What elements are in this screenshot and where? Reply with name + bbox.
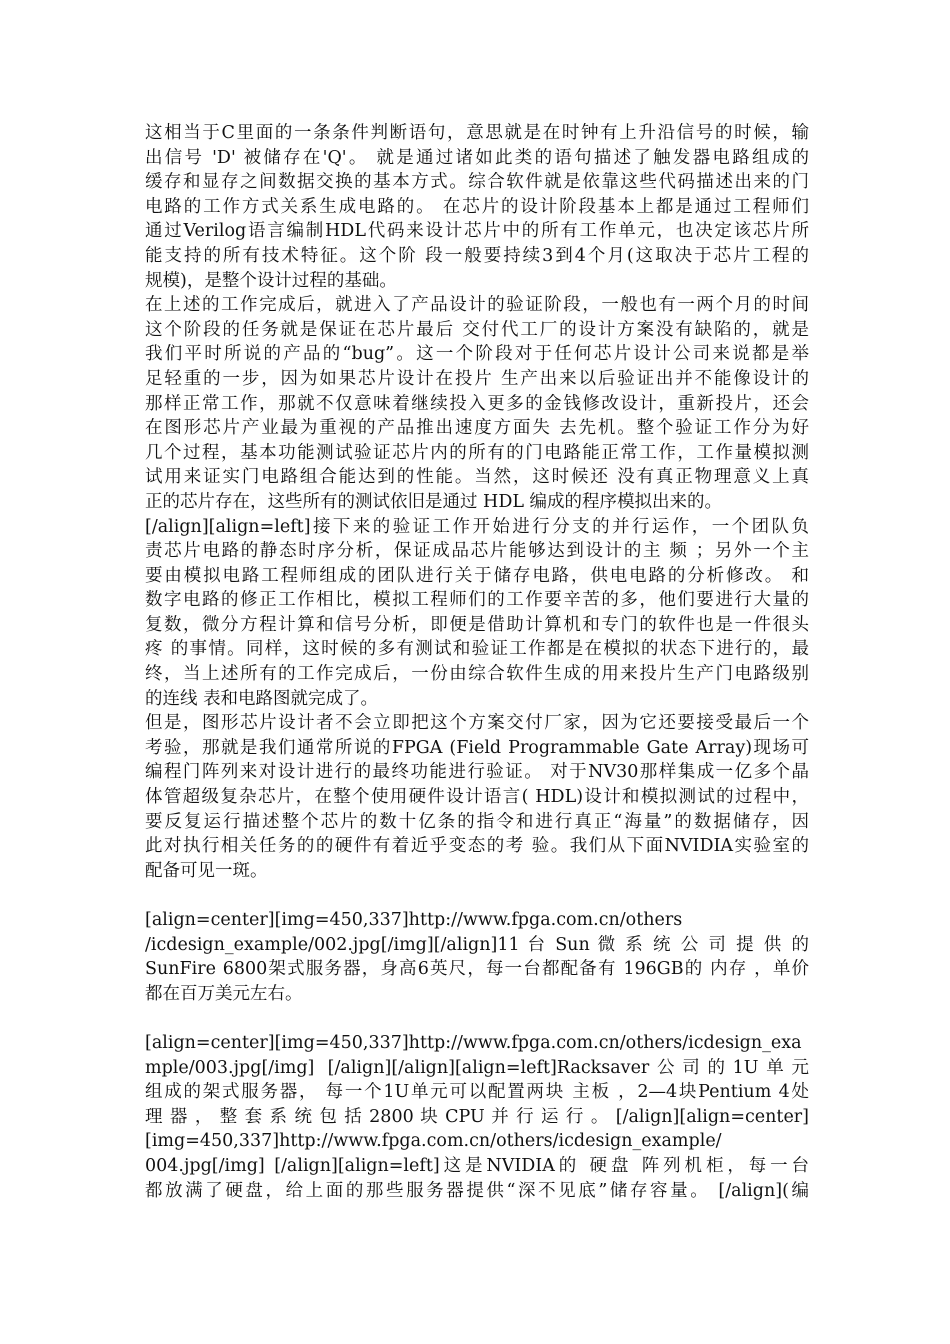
text-line: [align=center][img=450,337]http://www.fpga.com.cn/others [145,910,683,930]
text-line: mple/003.jpg[/img] [/align][/align][align=left]Racksaver公司的1U单元 [145,1057,809,1078]
text-line: SunFire 6800架式服务器，身高6英尺，每一台都配备有 196GB的 内存 ，单价 [145,959,809,980]
text-line: 配备可见一斑。 [145,860,268,881]
text-line: 都在百万美元左右。 [145,983,303,1004]
text-line: 的连线 表和电路图就完成了。 [145,688,379,709]
text-line: [/align][align=left]接下来的验证工作开始进行分支的并行运作，一个团队负 [145,516,809,537]
text-line: 要反复运行描述整个芯片的数十亿条的指令和进行真正“海量”的数据储存，因 [145,811,809,832]
text-line: 电路的工作方式关系生成电路的。 在芯片的设计阶段基本上都是通过工程师们 [145,196,809,217]
text-line: 这个阶段的任务就是保证在芯片最后 交付代工厂的设计方案没有缺陷的，就是 [145,319,809,340]
text-line: 此对执行相关任务的的硬件有着近乎变态的考 验。我们从下面NVIDIA实验室的 [145,836,809,857]
text-line: 我们平时所说的产品的“bug”。这一个阶段对于任何芯片设计公司来说都是举 [145,344,809,365]
text-line: 疼 的事情。同样，这时候的多有测试和验证工作都是在模拟的状态下进行的，最 [145,639,809,660]
text-line: /icdesign_example/002.jpg[/img][/align]11 台 Sun 微 系 统 公 司 提 供 的 [145,934,809,955]
text-line: 组成的架式服务器， 每一个1U单元可以配置两块 主板 ，2—4块Pentium 4处 [145,1082,809,1103]
paragraph-gap [145,1006,809,1031]
text-line: 足轻重的一步，因为如果芯片设计在投片 生产出来以后验证出并不能像设计的 [145,368,809,389]
text-line: 终，当上述所有的工作完成后，一份由综合软件生成的用来投片生产门电路级别 [145,664,809,685]
text-line: 正的芯片存在，这些所有的测试依旧是通过 HDL 编成的程序模拟出来的。 [145,491,723,512]
text-line: 体管超级复杂芯片，在整个使用硬件设计语言( HDL)设计和模拟测试的过程中， [145,787,809,808]
text-line: 但是，图形芯片设计者不会立即把这个方案交付厂家，因为它还要接受最后一个 [145,713,809,734]
text-line: 规模)，是整个设计过程的基础。 [145,270,397,291]
text-line: 那样正常工作，那就不仅意味着继续投入更多的金钱修改设计，重新投片，还会 [145,393,809,414]
text-line: 责芯片电路的静态时序分析，保证成品芯片能够达到设计的主 频 ；另外一个主 [145,541,809,562]
text-line: 在图形芯片产业最为重视的产品推出速度方面失 去先机。整个验证工作分为好 [145,418,809,439]
text-line: 数字电路的修正工作相比，模拟工程师们的工作要辛苦的多，他们要进行大量的 [145,590,809,611]
body-text [145,121,809,1203]
text-line: 几个过程，基本功能测试验证芯片内的所有的门电路能正常工作，工作量模拟测 [145,442,809,463]
text-line: 缓存和显存之间数据交换的基本方式。综合软件就是依靠这些代码描述出来的门 [145,172,809,193]
text-line: 考验，那就是我们通常所说的FPGA (Field Programmable Gate Array)现场可 [145,737,809,758]
text-line: 这相当于C里面的一条条件判断语句，意思就是在时钟有上升沿信号的时候，输 [145,123,809,143]
paragraph-gap [145,883,809,908]
text-line: 能支持的所有技术特征。这个阶 段一般要持续3到4个月(这取决于芯片工程的 [145,245,809,266]
text-line: 出信号 'D' 被储存在'Q'。 就是通过诸如此类的语句描述了触发器电路组成的 [145,147,809,168]
text-line: 试用来证实门电路组合能达到的性能。当然，这时候还 没有真正物理意义上真 [145,467,809,488]
text-line: 要由模拟电路工程师组成的团队进行关于储存电路，供电电路的分析修改。 和 [145,565,809,586]
text-line: [img=450,337]http://www.fpga.com.cn/others/icdesign_example/ [145,1131,722,1152]
text-line: 通过Verilog语言编制HDL代码来设计芯片中的所有工作单元，也决定该芯片所 [145,221,809,242]
text-line: 004.jpg[/img] [/align][align=left]这是NVIDIA的 硬盘 阵列机柜，每一台 [145,1155,809,1176]
text-line: 理 器 ， 整 套 系 统 包 括 2800 块 CPU 并 行 运 行 。 [/align][align=center] [145,1106,809,1127]
text-line: [align=center][img=450,337]http://www.fpga.com.cn/others/icdesign_exa [145,1032,802,1053]
text-line: 都放满了硬盘，给上面的那些服务器提供“深不见底”储存容量。 [/align](编 [145,1180,809,1201]
text-line: 复数，微分方程计算和信号分析，即便是借助计算机和专门的软件也是一件很头 [145,614,809,635]
text-line: 编程门阵列来对设计进行的最终功能进行验证。 对于NV30那样集成一亿多个晶 [145,762,809,783]
text-line: 在上述的工作完成后，就进入了产品设计的验证阶段，一般也有一两个月的时间 [145,295,809,316]
